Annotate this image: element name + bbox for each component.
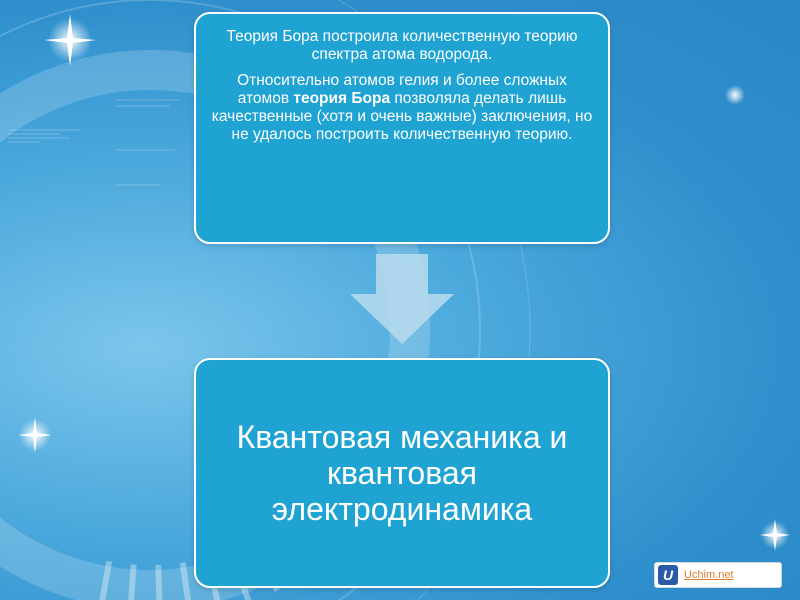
sparkle-icon [725, 85, 745, 105]
sparkle-icon [760, 519, 790, 551]
paragraph-helium [210, 72, 594, 144]
quantum-mechanics-text: Квантовая механика и квантовая электродинамика [236, 419, 568, 527]
quantum-mechanics-box [194, 358, 610, 588]
logo-mark-icon: U [658, 565, 678, 585]
sparkle-icon [18, 417, 52, 453]
uchim-logo[interactable] [654, 562, 782, 588]
paragraph-hydrogen: Теория Бора построила количественную теорию спектра атома водорода. [226, 28, 578, 63]
paragraph-helium-end: позволяла делать лишь качественные (хотя и очень важные) заключения, но не удалось построить количественную теорию. [211, 90, 593, 143]
down-arrow-icon [348, 254, 456, 346]
bohr-theory-box [194, 12, 610, 244]
bohr-theory-bold: теория Бора [293, 90, 391, 107]
paragraph-helium-start: Относительно атомов гелия и более сложных атомов [237, 72, 567, 107]
logo-link-text[interactable]: Uchim.net [684, 569, 734, 581]
